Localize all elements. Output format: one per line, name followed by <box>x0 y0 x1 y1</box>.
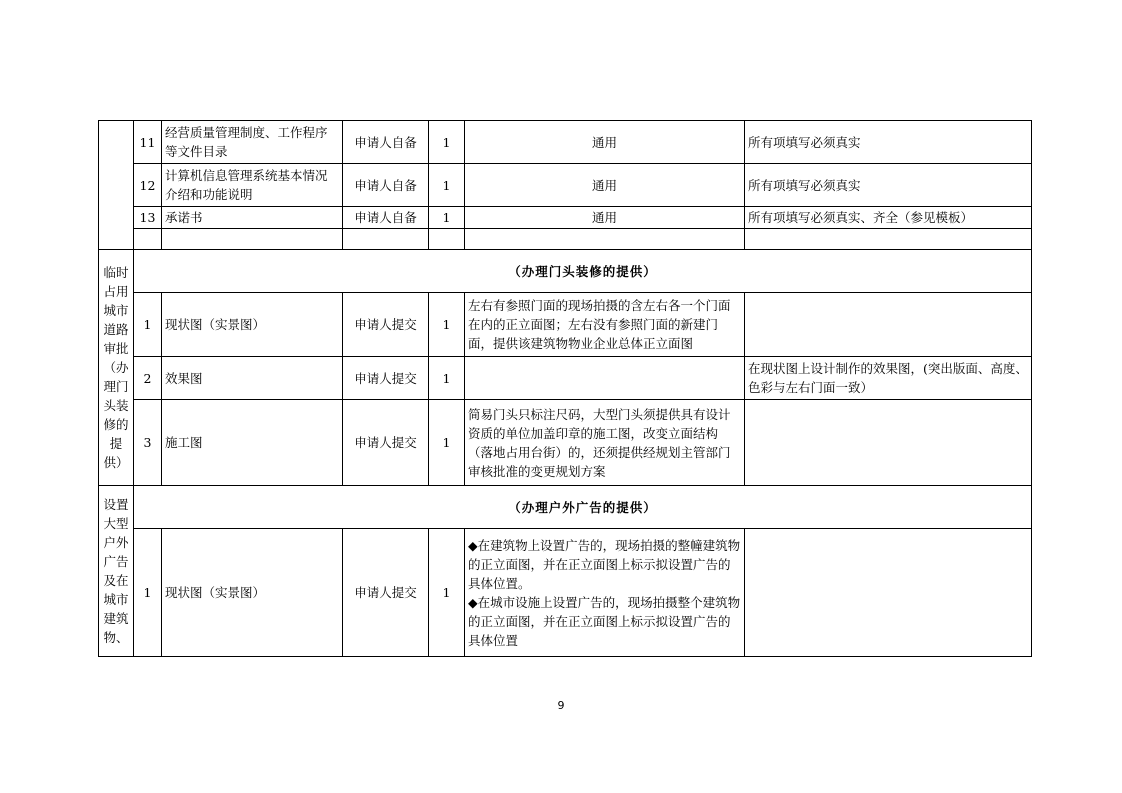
document-table <box>98 120 1032 657</box>
item-requirement <box>465 357 745 400</box>
empty-row <box>99 229 1032 250</box>
requirement-bullet: ◆在城市设施上设置广告的，现场拍摄整个建筑物的正立面图，并在正立面图上标示拟设置广告的具体位置 <box>468 594 741 648</box>
item-number: 13 <box>134 207 162 229</box>
item-source: 申请人提交 <box>343 400 429 486</box>
item-note: 所有项填写必须真实、齐全（参见模板） <box>745 207 1032 229</box>
section-row <box>99 250 1032 293</box>
category-cell: 临时 占用 城市 道路 审批 （办 理门 头装 修的 提 供） <box>99 250 134 486</box>
item-source: 申请人自备 <box>343 121 429 164</box>
item-source: 申请人提交 <box>343 357 429 400</box>
section-title: （办理门头装修的提供） <box>134 250 1032 293</box>
item-source: 申请人自备 <box>343 164 429 207</box>
item-name: 经营质量管理制度、工作程序等文件目录 <box>162 121 343 164</box>
item-requirement: 通用 <box>465 207 745 229</box>
item-count: 1 <box>429 121 465 164</box>
item-count: 1 <box>429 529 465 657</box>
item-requirement: 通用 <box>465 121 745 164</box>
item-requirement <box>465 529 745 657</box>
category-cell-empty <box>99 121 134 250</box>
item-note <box>745 400 1032 486</box>
table-row <box>99 121 1032 164</box>
table-row <box>99 293 1032 357</box>
item-source: 申请人自备 <box>343 207 429 229</box>
item-count: 1 <box>429 164 465 207</box>
item-requirement: 通用 <box>465 164 745 207</box>
requirement-bullet: ◆在建筑物上设置广告的，现场拍摄的整幢建筑物的正立面图，并在正立面图上标示拟设置广告的具体位置。 <box>468 537 741 591</box>
item-number: 2 <box>134 357 162 400</box>
item-note <box>745 529 1032 657</box>
section-title: （办理户外广告的提供） <box>134 486 1032 529</box>
category-cell: 设置 大型 户外 广告 及在 城市 建筑 物、 <box>99 486 134 657</box>
item-count: 1 <box>429 207 465 229</box>
item-number: 12 <box>134 164 162 207</box>
table-row <box>99 164 1032 207</box>
item-count: 1 <box>429 293 465 357</box>
page-number: 9 <box>557 699 565 712</box>
item-name: 施工图 <box>162 400 343 486</box>
item-name: 效果图 <box>162 357 343 400</box>
item-name: 现状图（实景图） <box>162 529 343 657</box>
item-number: 1 <box>134 293 162 357</box>
item-note <box>745 293 1032 357</box>
item-requirement: 左右有参照门面的现场拍摄的含左右各一个门面在内的正立面图；左右没有参照门面的新建门面，提供该建筑物物业企业总体正立面图 <box>465 293 745 357</box>
item-requirement: 简易门头只标注尺码，大型门头须提供具有设计资质的单位加盖印章的施工图，改变立面结构（落地占用台街）的，还须提供经规划主管部门审核批准的变更规划方案 <box>465 400 745 486</box>
item-name: 现状图（实景图） <box>162 293 343 357</box>
item-name: 承诺书 <box>162 207 343 229</box>
table-row <box>99 529 1032 657</box>
item-note: 所有项填写必须真实 <box>745 164 1032 207</box>
table-row <box>99 207 1032 229</box>
section-row <box>99 486 1032 529</box>
item-note: 所有项填写必须真实 <box>745 121 1032 164</box>
item-source: 申请人提交 <box>343 529 429 657</box>
table-row <box>99 400 1032 486</box>
item-count: 1 <box>429 400 465 486</box>
item-number: 3 <box>134 400 162 486</box>
table-row <box>99 357 1032 400</box>
item-count: 1 <box>429 357 465 400</box>
item-name: 计算机信息管理系统基本情况介绍和功能说明 <box>162 164 343 207</box>
item-note: 在现状图上设计制作的效果图，(突出版面、高度、色彩与左右门面一致） <box>745 357 1032 400</box>
item-source: 申请人提交 <box>343 293 429 357</box>
item-number: 11 <box>134 121 162 164</box>
item-number: 1 <box>134 529 162 657</box>
